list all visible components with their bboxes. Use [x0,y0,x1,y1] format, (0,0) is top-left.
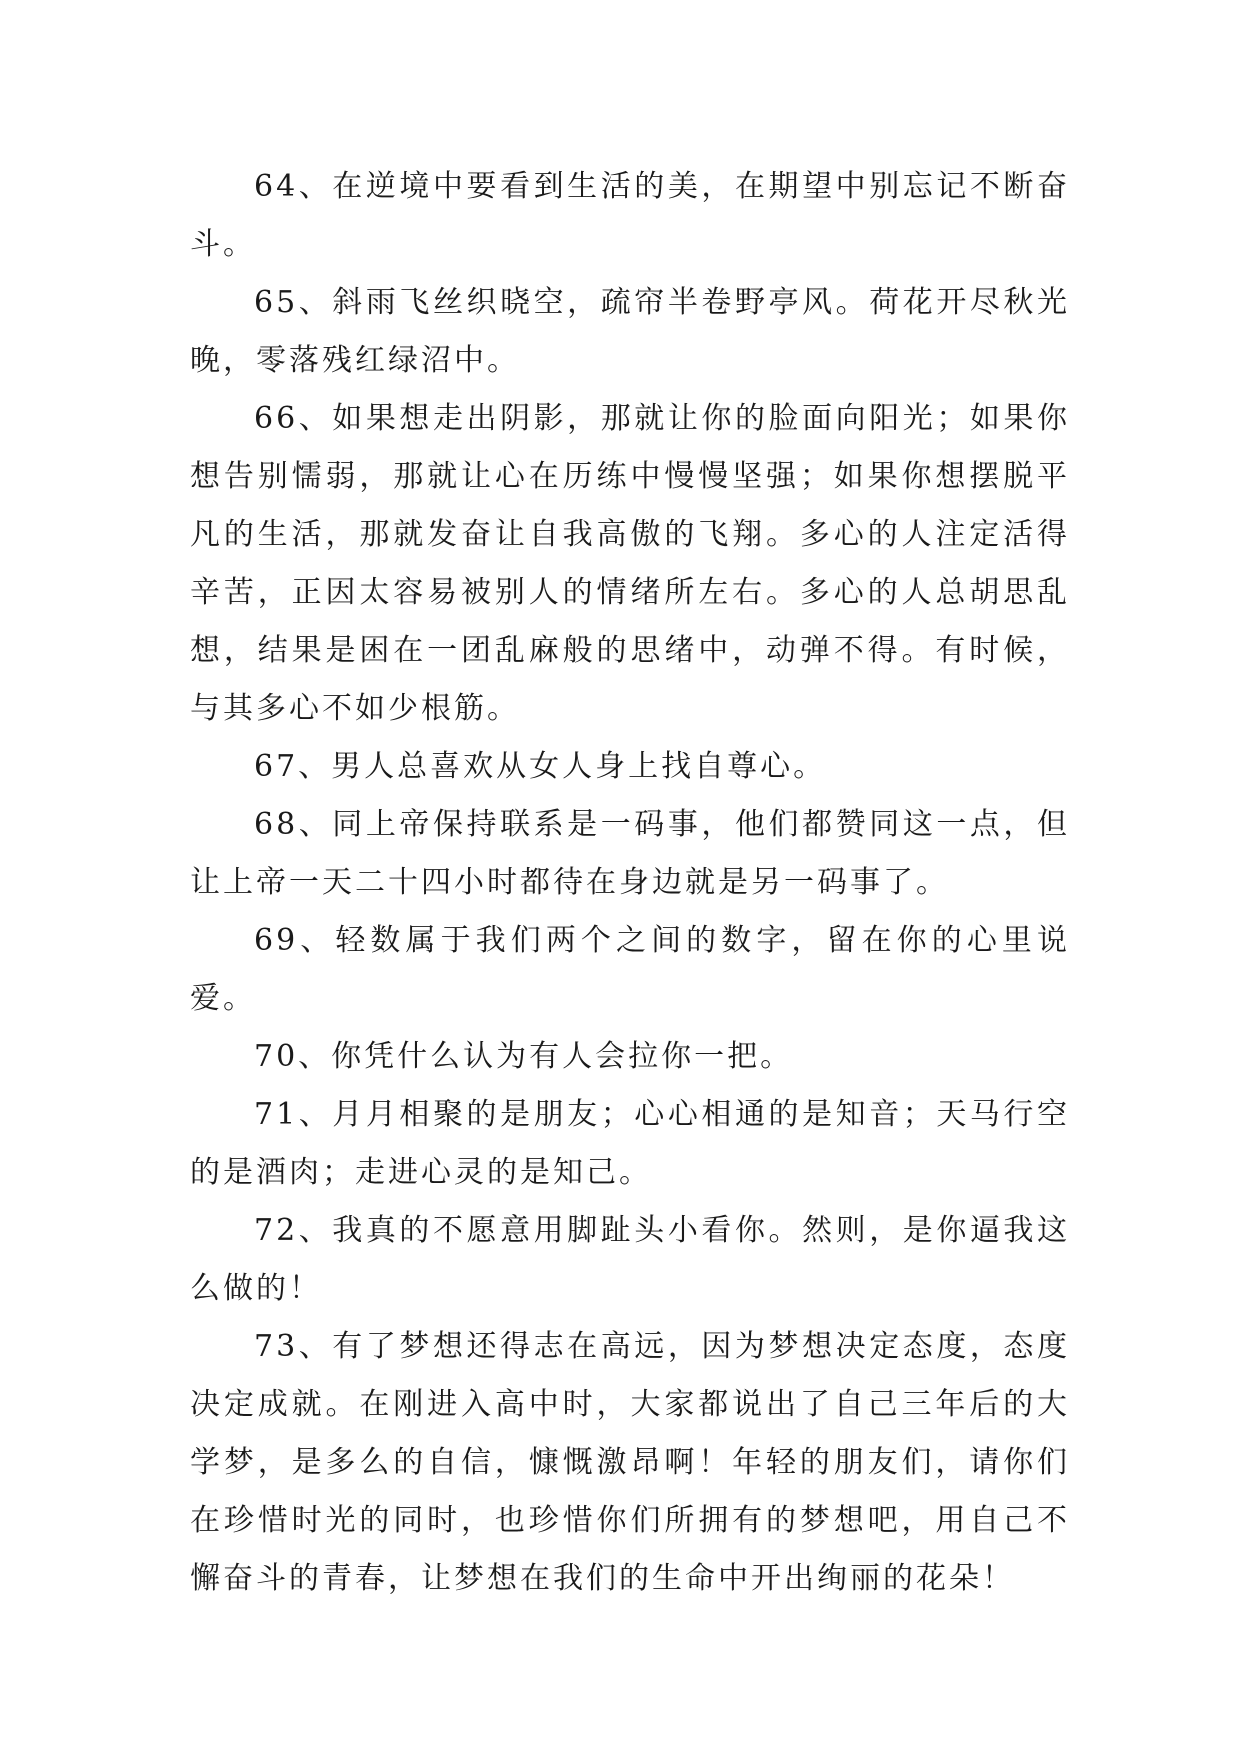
paragraph-65: 65、斜雨飞丝织晓空，疏帘半卷野亭风。荷花开尽秋光晚，零落残红绿沼中。 [190,285,1070,378]
paragraph-71: 71、月月相聚的是朋友；心心相通的是知音；天马行空的是酒肉；走进心灵的是知己。 [190,1097,1070,1190]
document-body [190,158,1070,1608]
paragraph-64: 64、在逆境中要看到生活的美，在期望中别忘记不断奋斗。 [190,169,1070,262]
paragraph-72: 72、我真的不愿意用脚趾头小看你。然则，是你逼我这么做的！ [190,1213,1070,1306]
paragraph-69: 69、轻数属于我们两个之间的数字，留在你的心里说爱。 [190,923,1070,1016]
paragraph-67: 67、男人总喜欢从女人身上找自尊心。 [254,749,827,784]
paragraph-70: 70、你凭什么认为有人会拉你一把。 [254,1039,794,1074]
paragraph-68: 68、同上帝保持联系是一码事，他们都赞同这一点，但让上帝一天二十四小时都待在身边就是另一码事了。 [190,807,1070,900]
paragraph-73: 73、有了梦想还得志在高远，因为梦想决定态度，态度决定成就。在刚进入高中时，大家都说出了自己三年后的大学梦，是多么的自信，慷慨激昂啊！年轻的朋友们，请你们在珍惜时光的同时，也珍惜你们所拥有的梦想吧，用自己不懈奋斗的青春，让梦想在我们的生命中开出绚丽的花朵！ [190,1329,1070,1596]
paragraph-66: 66、如果想走出阴影，那就让你的脸面向阳光；如果你想告别懦弱，那就让心在历练中慢慢坚强；如果你想摆脱平凡的生活，那就发奋让自我高傲的飞翔。多心的人注定活得辛苦，正因太容易被别人的情绪所左右。多心的人总胡思乱想，结果是困在一团乱麻般的思绪中，动弹不得。有时候，与其多心不如少根筋。 [190,401,1070,726]
